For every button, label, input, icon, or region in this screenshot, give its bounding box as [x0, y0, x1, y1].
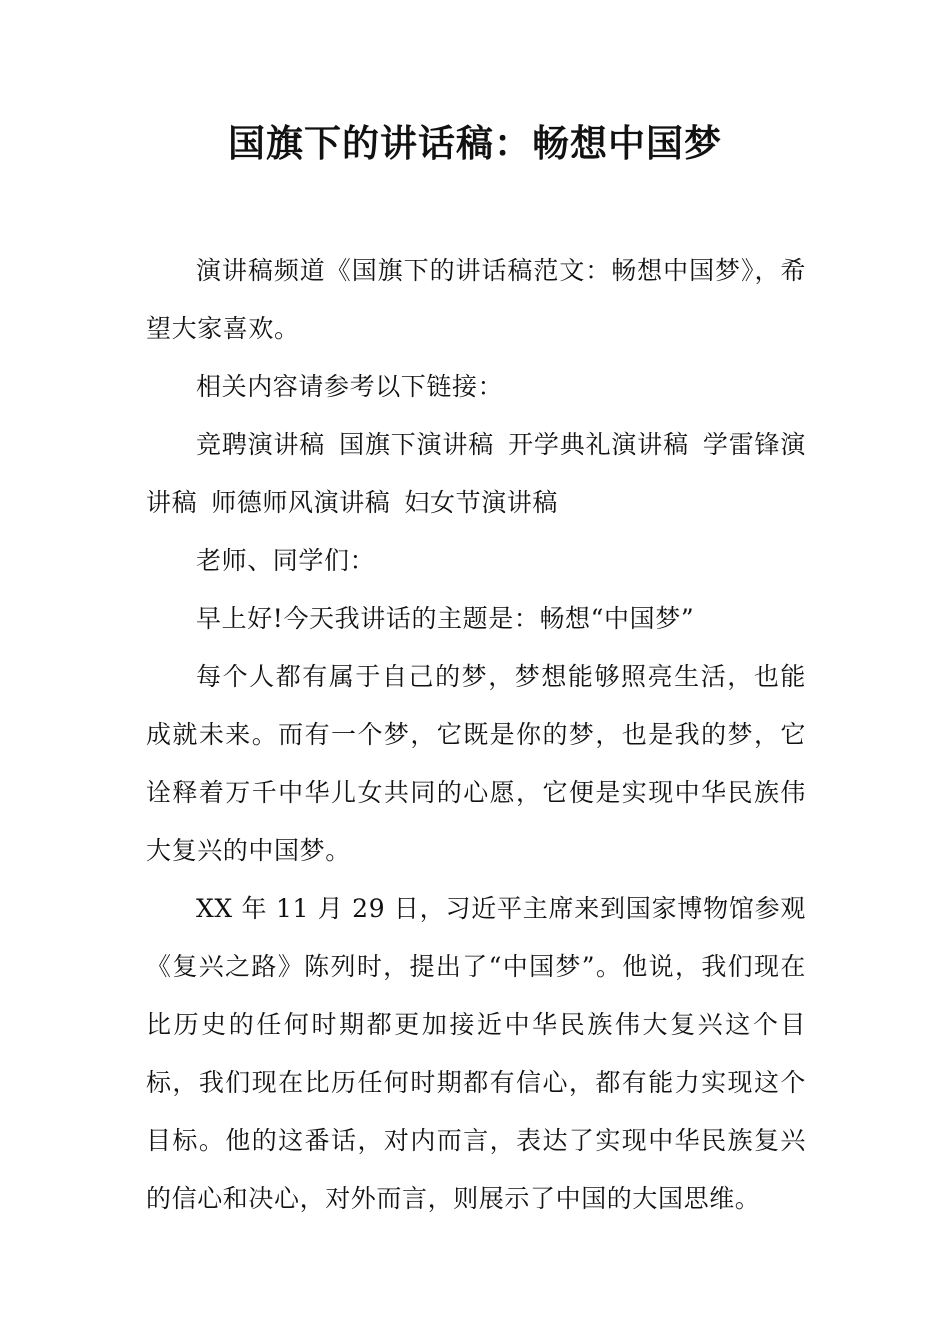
related-link[interactable]: 国旗下演讲稿	[339, 430, 495, 459]
body-paragraph: XX 年 11 月 29 日，习近平主席来到国家博物馆参观《复兴之路》陈列时，提出了“中国梦”。他说，我们现在比历史的任何时期都更加接近中华民族伟大复兴这个目标，我们现在比历任何时期都有信心，都有能力实现这个目标。他的这番话，对内而言，表达了实现中华民族复兴的信心和决心，对外而言，则展示了中国的大国思维。	[146, 894, 806, 1213]
related-link[interactable]: 竞聘演讲稿	[196, 430, 326, 459]
greeting-paragraph: 老师、同学们：	[196, 546, 376, 575]
related-link[interactable]: 开学典礼演讲稿	[508, 430, 689, 459]
body-paragraph: 每个人都有属于自己的梦，梦想能够照亮生活，也能成就未来。而有一个梦，它既是你的梦，也是我的梦，它诠释着万千中华儿女共同的心愿，它便是实现中华民族伟大复兴的中国梦。	[146, 662, 806, 865]
related-link[interactable]: 师德师风演讲稿	[211, 488, 391, 517]
document-body	[146, 242, 806, 1228]
related-links	[146, 416, 806, 532]
related-link[interactable]: 学雷锋演讲稿	[146, 430, 806, 517]
morning-paragraph: 早上好!今天我讲话的主题是：畅想“中国梦”	[196, 604, 695, 633]
document-title: 国旗下的讲话稿：畅想中国梦	[228, 122, 722, 165]
intro-paragraph: 演讲稿频道《国旗下的讲话稿范文：畅想中国梦》，希望大家喜欢。	[146, 256, 806, 343]
related-prompt: 相关内容请参考以下链接：	[196, 372, 504, 401]
related-link[interactable]: 妇女节演讲稿	[404, 488, 559, 517]
